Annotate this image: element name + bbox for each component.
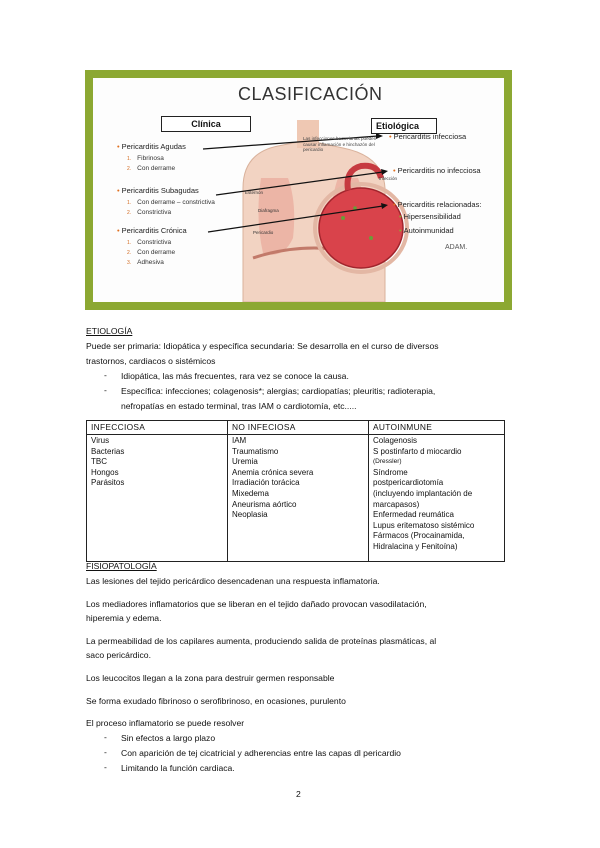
clinica-item: 1. Fibrinosa bbox=[127, 155, 164, 162]
fisio-paragraph: Los leucocitos llegan a la zona para destruir germen responsable bbox=[86, 673, 335, 683]
etiologia-bullet: nefropatías en estado terminal, tras IAM o cardiotomía, etc..... bbox=[121, 401, 357, 411]
figure-title: CLASIFICACIÓN bbox=[238, 84, 383, 104]
bullet-dash: - bbox=[104, 385, 107, 395]
table-header: NO INFECIOSA bbox=[228, 421, 369, 435]
table-cell-no-infecciosa: IAM Traumatismo Uremia Anemia crónica severa Irradiación torácica Mixedema Aneurisma aórtico Neoplasia bbox=[228, 435, 369, 562]
adam-watermark: ADAM. bbox=[445, 244, 468, 251]
group-title: Pericarditis Agudas bbox=[121, 142, 186, 151]
relacionadas-item: • Autoinmunidad bbox=[399, 226, 454, 235]
fisio-bullet: Con aparición de tej cicatricial y adherencias entre las capas dl pericardio bbox=[121, 748, 401, 758]
etiologica-item: • Pericarditis no infecciosa bbox=[393, 166, 481, 175]
clinica-group-2: • Pericarditis Subagudas bbox=[117, 186, 199, 195]
heart-label: Pericardio bbox=[253, 230, 274, 235]
fisio-paragraph: La permeabilidad de los capilares aumenta, produciendo salida de proteínas plasmáticas, al bbox=[86, 636, 437, 646]
clinica-group-1: • Pericarditis Agudas bbox=[117, 142, 186, 151]
page-number: 2 bbox=[296, 789, 301, 799]
table-header-row bbox=[87, 421, 505, 435]
table-header: AUTOINMUNE bbox=[369, 421, 505, 435]
group-title: Pericarditis Subagudas bbox=[121, 186, 199, 195]
etiologia-line: trastornos, cardiacos o sistémicos bbox=[86, 356, 216, 366]
fisio-bullet: Sin efectos a largo plazo bbox=[121, 733, 216, 743]
heart-label: Infección bbox=[379, 176, 398, 181]
figure-caption: Las infecciones bacterianas pueden causar inflamación e hinchazón del pericardio bbox=[303, 136, 377, 152]
infection-dots bbox=[341, 216, 345, 220]
table-row bbox=[87, 435, 505, 562]
table-cell-infecciosa: Virus Bacterias TBC Hongos Parásitos bbox=[87, 435, 228, 562]
heart-label: Diafragma bbox=[258, 208, 279, 213]
figure-panel bbox=[93, 78, 504, 302]
clinica-item: 2. Con derrame bbox=[127, 249, 176, 256]
clinica-item: 2. Con derrame bbox=[127, 165, 176, 172]
fisio-paragraph: Se forma exudado fibrinoso o serofibrinoso, en ocasiones, purulento bbox=[86, 696, 346, 706]
etiology-table bbox=[86, 420, 505, 562]
fisio-paragraph: saco pericárdico. bbox=[86, 650, 151, 660]
fisio-paragraph: Las lesiones del tejido pericárdico desencadenan una respuesta inflamatoria. bbox=[86, 576, 380, 586]
clinica-label: Clínica bbox=[161, 116, 251, 132]
lung-left bbox=[258, 178, 294, 255]
bullet-dash: - bbox=[104, 370, 107, 380]
fisio-paragraph: El proceso inflamatorio se puede resolver bbox=[86, 718, 245, 728]
clinica-group-3: • Pericarditis Crónica bbox=[117, 226, 187, 235]
heart-label: Esternón bbox=[245, 190, 264, 195]
fisio-paragraph: Los mediadores inflamatorios que se liberan en el tejido dañado provocan vasodilatación, bbox=[86, 599, 427, 609]
relacionadas-item: • Hipersensibilidad bbox=[399, 212, 461, 221]
table-header: INFECCIOSA bbox=[87, 421, 228, 435]
fisiopatologia-heading: FISIOPATOLOGÍA bbox=[86, 561, 157, 571]
table-cell-autoinmune: Colagenosis S postinfarto d miocardio (Dressler) Síndrome postpericardiotomía (incluyendo implantación de marcapasos) Enfermedad reumática Lupus eritematoso sistémico Fármacos (Procainamida, Hidralacina y Fenitoína) bbox=[369, 435, 505, 562]
bullet-dash: - bbox=[104, 747, 107, 757]
etiologica-item: • Pericarditis relacionadas: bbox=[393, 200, 482, 209]
etiologica-label: Etiológica bbox=[371, 118, 437, 134]
clinica-item: 1. Constrictiva bbox=[127, 239, 172, 246]
etiologia-bullet: Específica: infecciones; colagenosis*; alergias; cardiopatías; pleuritis; radioterapia, bbox=[121, 386, 436, 396]
classification-figure bbox=[85, 70, 512, 310]
etiologica-item: • Pericarditis infecciosa bbox=[389, 132, 467, 141]
clinica-item: 3. Adhesiva bbox=[127, 259, 164, 266]
etiologia-line: Puede ser primaria: Idiopática y específica secundaria: Se desarrolla en el curso de diversos bbox=[86, 341, 439, 351]
fisio-paragraph: hiperemia y edema. bbox=[86, 613, 162, 623]
etiologia-heading: ETIOLOGÍA bbox=[86, 326, 133, 336]
bullet-dash: - bbox=[104, 732, 107, 742]
group-title: Pericarditis Crónica bbox=[121, 226, 187, 235]
fisio-bullet: Limitando la función cardiaca. bbox=[121, 763, 235, 773]
clinica-item: 1. Con derrame – constrictiva bbox=[127, 199, 215, 206]
heart-shape bbox=[319, 188, 403, 268]
clinica-item: 2. Constrictiva bbox=[127, 209, 172, 216]
etiologia-bullet: Idiopática, las más frecuentes, rara vez se conoce la causa. bbox=[121, 371, 349, 381]
bullet-dash: - bbox=[104, 762, 107, 772]
